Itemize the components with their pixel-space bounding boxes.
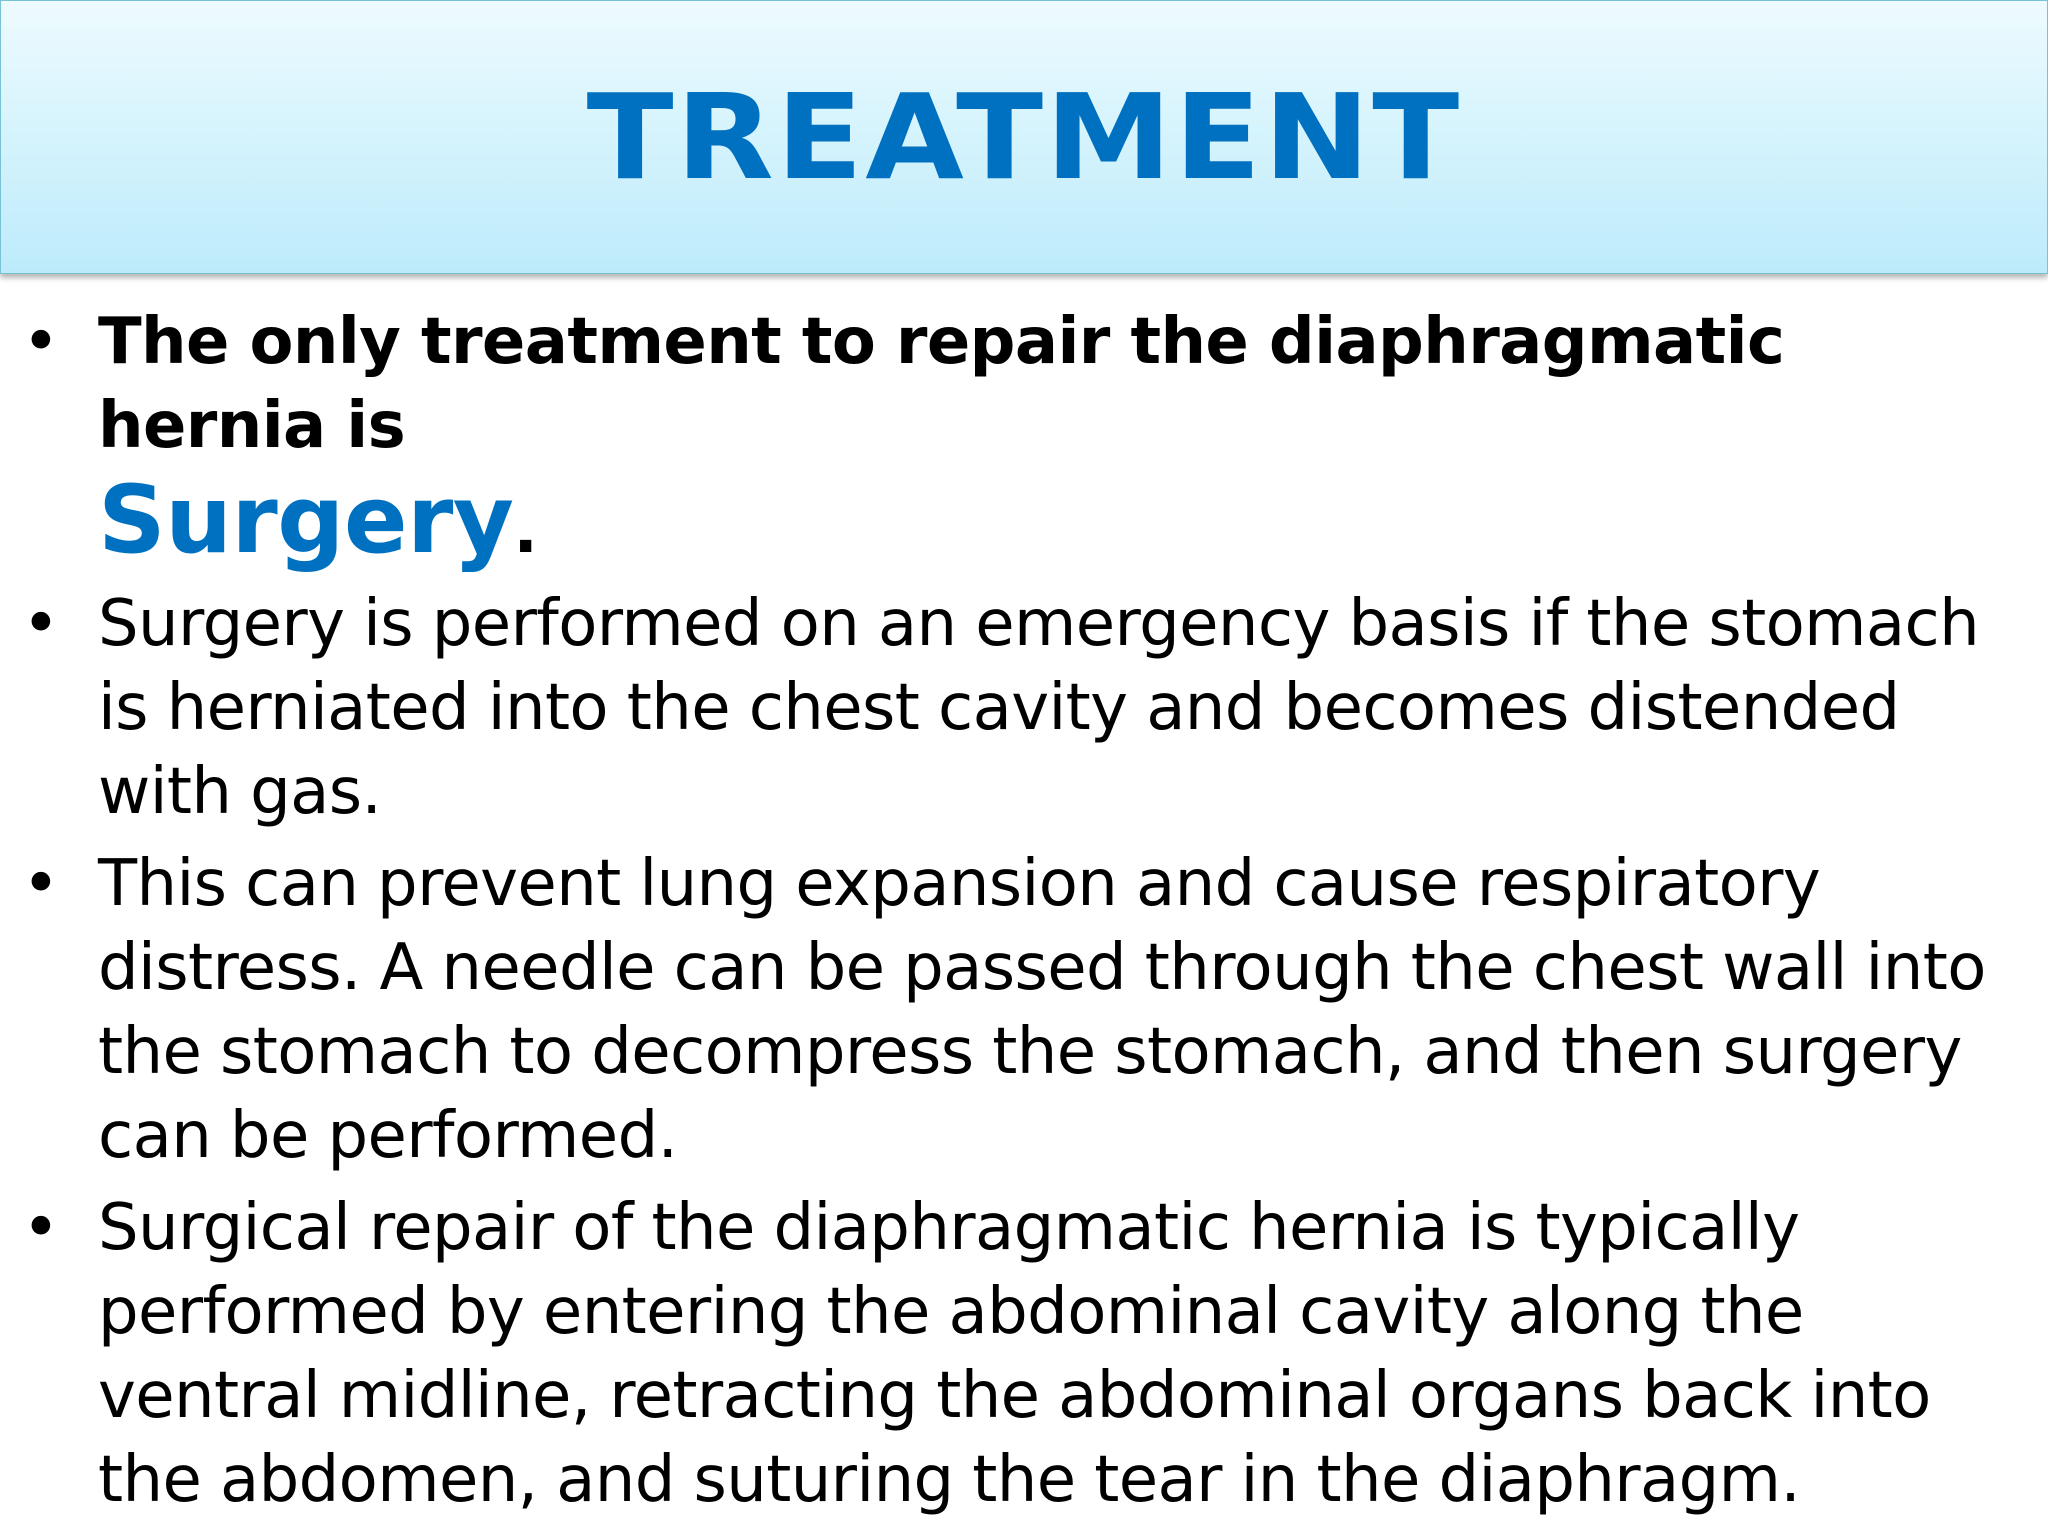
bullet-2-text: Surgery is performed on an emergency basis if the stomach is herniated into the chest cavity and becomes distended with gas. <box>98 587 1980 829</box>
surgery-highlight: Surgery <box>98 466 514 575</box>
slide-title: TREATMENT <box>586 68 1462 206</box>
bullet-item-2 <box>0 582 2048 834</box>
bullet-marker-icon: • <box>22 587 60 661</box>
bullet-item-1 <box>0 300 2048 574</box>
bullet-marker-icon: • <box>22 1191 60 1265</box>
title-banner <box>0 0 2048 274</box>
bullet-item-3 <box>0 842 2048 1178</box>
bullet-marker-icon: • <box>22 847 60 921</box>
bullet-1-text: The only treatment to repair the diaphragmatic hernia is <box>98 305 1785 463</box>
bullet-4-text: Surgical repair of the diaphragmatic hernia is typically performed by entering the abdominal cavity along the ventral midline, retracting the abdominal organs back into the abdomen, and suturing the tear in the diaphragm. <box>98 1191 1931 1517</box>
bullet-3-text: This can prevent lung expansion and cause respiratory distress. A needle can be passed through the chest wall into the stomach to decompress the stomach, and then surgery can be performed. <box>98 847 1986 1173</box>
bullet-marker-icon: • <box>22 305 60 379</box>
bullet-item-4 <box>0 1186 2048 1522</box>
bullet-1-suffix: . <box>513 494 538 568</box>
bullet-list <box>0 300 2048 1530</box>
